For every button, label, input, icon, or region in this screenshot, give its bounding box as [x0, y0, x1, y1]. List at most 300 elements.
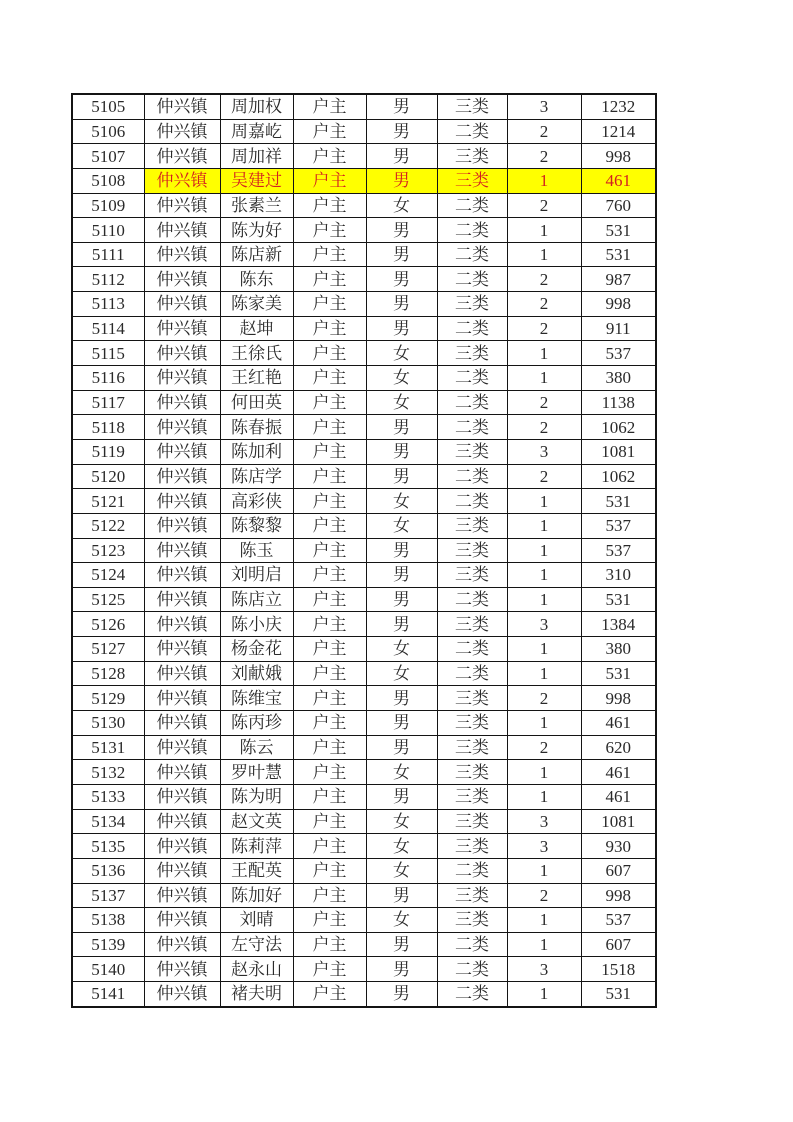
cell-gender: 女: [366, 193, 437, 218]
cell-serial-number: 5125: [72, 587, 144, 612]
cell-gender: 男: [366, 242, 437, 267]
cell-category: 二类: [437, 489, 507, 514]
cell-people-count: 1: [507, 242, 581, 267]
cell-serial-number: 5131: [72, 735, 144, 760]
cell-amount: 1214: [581, 119, 656, 144]
cell-category: 二类: [437, 858, 507, 883]
cell-people-count: 1: [507, 489, 581, 514]
cell-gender: 男: [366, 267, 437, 292]
cell-relation: 户主: [293, 242, 366, 267]
household-roster-table: [71, 93, 657, 1008]
cell-relation: 户主: [293, 661, 366, 686]
table-row: [72, 661, 656, 686]
cell-town: 仲兴镇: [144, 538, 220, 563]
cell-people-count: 2: [507, 292, 581, 317]
cell-serial-number: 5105: [72, 94, 144, 119]
cell-amount: 998: [581, 686, 656, 711]
cell-serial-number: 5116: [72, 366, 144, 391]
cell-relation: 户主: [293, 563, 366, 588]
cell-category: 二类: [437, 932, 507, 957]
table-row: [72, 366, 656, 391]
cell-gender: 男: [366, 439, 437, 464]
cell-person-name: 陈店新: [220, 242, 293, 267]
cell-category: 三类: [437, 883, 507, 908]
cell-relation: 户主: [293, 760, 366, 785]
cell-relation: 户主: [293, 858, 366, 883]
cell-town: 仲兴镇: [144, 932, 220, 957]
cell-relation: 户主: [293, 932, 366, 957]
cell-relation: 户主: [293, 94, 366, 119]
cell-amount: 537: [581, 908, 656, 933]
cell-serial-number: 5120: [72, 464, 144, 489]
cell-town: 仲兴镇: [144, 193, 220, 218]
cell-person-name: 周加权: [220, 94, 293, 119]
cell-relation: 户主: [293, 218, 366, 243]
cell-amount: 760: [581, 193, 656, 218]
cell-gender: 男: [366, 957, 437, 982]
cell-amount: 1081: [581, 439, 656, 464]
cell-category: 三类: [437, 513, 507, 538]
cell-serial-number: 5107: [72, 144, 144, 169]
table-row: [72, 218, 656, 243]
cell-relation: 户主: [293, 637, 366, 662]
cell-town: 仲兴镇: [144, 711, 220, 736]
cell-serial-number: 5140: [72, 957, 144, 982]
cell-town: 仲兴镇: [144, 439, 220, 464]
cell-gender: 女: [366, 834, 437, 859]
cell-amount: 380: [581, 366, 656, 391]
cell-serial-number: 5109: [72, 193, 144, 218]
table-row: [72, 439, 656, 464]
cell-people-count: 1: [507, 513, 581, 538]
cell-category: 二类: [437, 193, 507, 218]
cell-category: 二类: [437, 982, 507, 1007]
cell-amount: 537: [581, 513, 656, 538]
cell-category: 三类: [437, 168, 507, 193]
cell-amount: 1518: [581, 957, 656, 982]
cell-amount: 1384: [581, 612, 656, 637]
cell-person-name: 何田英: [220, 390, 293, 415]
cell-town: 仲兴镇: [144, 513, 220, 538]
cell-town: 仲兴镇: [144, 119, 220, 144]
cell-people-count: 1: [507, 908, 581, 933]
cell-town: 仲兴镇: [144, 809, 220, 834]
cell-gender: 男: [366, 982, 437, 1007]
cell-category: 二类: [437, 390, 507, 415]
cell-relation: 户主: [293, 908, 366, 933]
cell-gender: 男: [366, 587, 437, 612]
cell-relation: 户主: [293, 144, 366, 169]
cell-category: 二类: [437, 957, 507, 982]
cell-person-name: 陈为明: [220, 784, 293, 809]
cell-town: 仲兴镇: [144, 218, 220, 243]
cell-relation: 户主: [293, 415, 366, 440]
cell-category: 三类: [437, 538, 507, 563]
cell-relation: 户主: [293, 883, 366, 908]
cell-person-name: 刘明启: [220, 563, 293, 588]
cell-gender: 男: [366, 932, 437, 957]
cell-category: 三类: [437, 612, 507, 637]
cell-person-name: 陈店立: [220, 587, 293, 612]
cell-relation: 户主: [293, 119, 366, 144]
cell-amount: 1062: [581, 464, 656, 489]
cell-person-name: 陈春振: [220, 415, 293, 440]
cell-people-count: 3: [507, 834, 581, 859]
cell-person-name: 陈云: [220, 735, 293, 760]
cell-serial-number: 5135: [72, 834, 144, 859]
cell-people-count: 1: [507, 587, 581, 612]
cell-amount: 461: [581, 784, 656, 809]
cell-amount: 461: [581, 711, 656, 736]
cell-people-count: 1: [507, 858, 581, 883]
cell-serial-number: 5137: [72, 883, 144, 908]
cell-people-count: 2: [507, 193, 581, 218]
cell-people-count: 1: [507, 366, 581, 391]
cell-person-name: 陈黎黎: [220, 513, 293, 538]
cell-people-count: 3: [507, 94, 581, 119]
cell-category: 二类: [437, 587, 507, 612]
cell-category: 三类: [437, 834, 507, 859]
table-row: [72, 242, 656, 267]
table-row: [72, 563, 656, 588]
cell-town: 仲兴镇: [144, 144, 220, 169]
cell-category: 二类: [437, 242, 507, 267]
cell-relation: 户主: [293, 439, 366, 464]
cell-person-name: 左守法: [220, 932, 293, 957]
cell-serial-number: 5115: [72, 341, 144, 366]
cell-town: 仲兴镇: [144, 489, 220, 514]
cell-amount: 531: [581, 242, 656, 267]
cell-people-count: 2: [507, 119, 581, 144]
cell-town: 仲兴镇: [144, 168, 220, 193]
cell-people-count: 2: [507, 267, 581, 292]
cell-relation: 户主: [293, 686, 366, 711]
cell-amount: 930: [581, 834, 656, 859]
cell-serial-number: 5119: [72, 439, 144, 464]
cell-town: 仲兴镇: [144, 760, 220, 785]
cell-person-name: 罗叶慧: [220, 760, 293, 785]
table-row: [72, 932, 656, 957]
cell-people-count: 1: [507, 538, 581, 563]
cell-amount: 987: [581, 267, 656, 292]
cell-gender: 女: [366, 809, 437, 834]
cell-people-count: 2: [507, 464, 581, 489]
cell-town: 仲兴镇: [144, 957, 220, 982]
cell-category: 三类: [437, 439, 507, 464]
cell-category: 二类: [437, 366, 507, 391]
cell-gender: 男: [366, 415, 437, 440]
cell-person-name: 陈为好: [220, 218, 293, 243]
cell-serial-number: 5117: [72, 390, 144, 415]
cell-people-count: 3: [507, 439, 581, 464]
cell-gender: 女: [366, 908, 437, 933]
table-row: [72, 513, 656, 538]
cell-person-name: 赵文英: [220, 809, 293, 834]
cell-serial-number: 5128: [72, 661, 144, 686]
cell-gender: 男: [366, 94, 437, 119]
cell-relation: 户主: [293, 809, 366, 834]
cell-people-count: 1: [507, 637, 581, 662]
cell-relation: 户主: [293, 316, 366, 341]
table-row: [72, 686, 656, 711]
cell-person-name: 刘献娥: [220, 661, 293, 686]
cell-gender: 男: [366, 612, 437, 637]
table-row: [72, 834, 656, 859]
cell-amount: 531: [581, 661, 656, 686]
cell-people-count: 1: [507, 341, 581, 366]
cell-category: 三类: [437, 94, 507, 119]
cell-amount: 911: [581, 316, 656, 341]
cell-serial-number: 5129: [72, 686, 144, 711]
cell-people-count: 1: [507, 563, 581, 588]
cell-person-name: 刘晴: [220, 908, 293, 933]
cell-serial-number: 5126: [72, 612, 144, 637]
cell-people-count: 2: [507, 883, 581, 908]
table-row: [72, 489, 656, 514]
cell-category: 三类: [437, 563, 507, 588]
cell-serial-number: 5141: [72, 982, 144, 1007]
cell-amount: 607: [581, 932, 656, 957]
cell-relation: 户主: [293, 982, 366, 1007]
cell-town: 仲兴镇: [144, 292, 220, 317]
cell-people-count: 2: [507, 415, 581, 440]
cell-serial-number: 5134: [72, 809, 144, 834]
cell-gender: 男: [366, 168, 437, 193]
cell-serial-number: 5139: [72, 932, 144, 957]
cell-serial-number: 5111: [72, 242, 144, 267]
cell-amount: 531: [581, 587, 656, 612]
cell-amount: 537: [581, 538, 656, 563]
cell-town: 仲兴镇: [144, 366, 220, 391]
cell-town: 仲兴镇: [144, 661, 220, 686]
cell-relation: 户主: [293, 489, 366, 514]
cell-amount: 998: [581, 144, 656, 169]
cell-serial-number: 5130: [72, 711, 144, 736]
cell-category: 二类: [437, 637, 507, 662]
cell-person-name: 陈东: [220, 267, 293, 292]
cell-person-name: 陈店学: [220, 464, 293, 489]
cell-gender: 女: [366, 390, 437, 415]
cell-serial-number: 5112: [72, 267, 144, 292]
cell-people-count: 2: [507, 144, 581, 169]
table-row: [72, 637, 656, 662]
cell-gender: 女: [366, 366, 437, 391]
cell-town: 仲兴镇: [144, 267, 220, 292]
cell-category: 三类: [437, 686, 507, 711]
cell-person-name: 赵永山: [220, 957, 293, 982]
cell-town: 仲兴镇: [144, 982, 220, 1007]
cell-serial-number: 5132: [72, 760, 144, 785]
table-row: [72, 168, 656, 193]
cell-amount: 1081: [581, 809, 656, 834]
cell-person-name: 赵坤: [220, 316, 293, 341]
table-row: [72, 883, 656, 908]
cell-town: 仲兴镇: [144, 242, 220, 267]
cell-people-count: 3: [507, 612, 581, 637]
cell-amount: 998: [581, 292, 656, 317]
cell-relation: 户主: [293, 735, 366, 760]
cell-town: 仲兴镇: [144, 464, 220, 489]
cell-amount: 1062: [581, 415, 656, 440]
cell-relation: 户主: [293, 292, 366, 317]
cell-category: 三类: [437, 784, 507, 809]
cell-amount: 380: [581, 637, 656, 662]
cell-relation: 户主: [293, 834, 366, 859]
cell-amount: 310: [581, 563, 656, 588]
cell-gender: 男: [366, 563, 437, 588]
cell-relation: 户主: [293, 538, 366, 563]
cell-relation: 户主: [293, 464, 366, 489]
cell-person-name: 陈维宝: [220, 686, 293, 711]
table-row: [72, 760, 656, 785]
cell-category: 二类: [437, 316, 507, 341]
cell-gender: 女: [366, 661, 437, 686]
cell-people-count: 3: [507, 809, 581, 834]
table-row: [72, 94, 656, 119]
cell-person-name: 陈玉: [220, 538, 293, 563]
cell-serial-number: 5108: [72, 168, 144, 193]
cell-relation: 户主: [293, 390, 366, 415]
cell-person-name: 王徐氏: [220, 341, 293, 366]
cell-serial-number: 5114: [72, 316, 144, 341]
cell-amount: 531: [581, 982, 656, 1007]
cell-people-count: 2: [507, 316, 581, 341]
cell-people-count: 1: [507, 760, 581, 785]
cell-town: 仲兴镇: [144, 563, 220, 588]
cell-gender: 女: [366, 637, 437, 662]
cell-town: 仲兴镇: [144, 637, 220, 662]
cell-people-count: 1: [507, 661, 581, 686]
cell-gender: 男: [366, 538, 437, 563]
cell-town: 仲兴镇: [144, 587, 220, 612]
cell-town: 仲兴镇: [144, 908, 220, 933]
cell-serial-number: 5136: [72, 858, 144, 883]
cell-category: 三类: [437, 292, 507, 317]
cell-category: 三类: [437, 908, 507, 933]
table-row: [72, 735, 656, 760]
cell-category: 三类: [437, 341, 507, 366]
cell-serial-number: 5127: [72, 637, 144, 662]
cell-gender: 男: [366, 735, 437, 760]
cell-amount: 537: [581, 341, 656, 366]
cell-people-count: 1: [507, 218, 581, 243]
cell-people-count: 1: [507, 784, 581, 809]
cell-town: 仲兴镇: [144, 858, 220, 883]
cell-category: 二类: [437, 267, 507, 292]
table-row: [72, 292, 656, 317]
table-row: [72, 144, 656, 169]
cell-gender: 男: [366, 218, 437, 243]
cell-people-count: 1: [507, 982, 581, 1007]
table-row: [72, 341, 656, 366]
cell-person-name: 周嘉屹: [220, 119, 293, 144]
cell-gender: 女: [366, 858, 437, 883]
cell-gender: 女: [366, 489, 437, 514]
table-row: [72, 784, 656, 809]
cell-person-name: 陈丙珍: [220, 711, 293, 736]
table-row: [72, 464, 656, 489]
cell-category: 三类: [437, 809, 507, 834]
table-row: [72, 711, 656, 736]
cell-serial-number: 5118: [72, 415, 144, 440]
cell-person-name: 周加祥: [220, 144, 293, 169]
cell-person-name: 张素兰: [220, 193, 293, 218]
cell-person-name: 陈小庆: [220, 612, 293, 637]
cell-amount: 607: [581, 858, 656, 883]
cell-people-count: 1: [507, 168, 581, 193]
cell-gender: 男: [366, 292, 437, 317]
cell-amount: 998: [581, 883, 656, 908]
cell-amount: 531: [581, 218, 656, 243]
cell-gender: 男: [366, 144, 437, 169]
table-row: [72, 390, 656, 415]
cell-person-name: 陈加好: [220, 883, 293, 908]
cell-town: 仲兴镇: [144, 784, 220, 809]
cell-person-name: 褚夫明: [220, 982, 293, 1007]
table-body: [72, 94, 656, 1007]
cell-relation: 户主: [293, 587, 366, 612]
cell-relation: 户主: [293, 784, 366, 809]
cell-serial-number: 5122: [72, 513, 144, 538]
cell-person-name: 高彩侠: [220, 489, 293, 514]
cell-town: 仲兴镇: [144, 686, 220, 711]
cell-town: 仲兴镇: [144, 415, 220, 440]
cell-category: 三类: [437, 760, 507, 785]
cell-people-count: 2: [507, 735, 581, 760]
table-row: [72, 587, 656, 612]
cell-serial-number: 5133: [72, 784, 144, 809]
cell-gender: 男: [366, 711, 437, 736]
table-row: [72, 908, 656, 933]
cell-gender: 男: [366, 119, 437, 144]
cell-serial-number: 5121: [72, 489, 144, 514]
cell-category: 三类: [437, 735, 507, 760]
cell-town: 仲兴镇: [144, 883, 220, 908]
cell-gender: 女: [366, 341, 437, 366]
cell-town: 仲兴镇: [144, 735, 220, 760]
cell-person-name: 王红艳: [220, 366, 293, 391]
cell-gender: 男: [366, 784, 437, 809]
cell-amount: 461: [581, 760, 656, 785]
cell-town: 仲兴镇: [144, 94, 220, 119]
cell-serial-number: 5138: [72, 908, 144, 933]
table-row: [72, 612, 656, 637]
cell-relation: 户主: [293, 513, 366, 538]
cell-person-name: 陈家美: [220, 292, 293, 317]
table-row: [72, 267, 656, 292]
cell-town: 仲兴镇: [144, 612, 220, 637]
table-row: [72, 957, 656, 982]
cell-gender: 男: [366, 686, 437, 711]
cell-amount: 1138: [581, 390, 656, 415]
cell-category: 二类: [437, 119, 507, 144]
table-row: [72, 193, 656, 218]
table-row: [72, 809, 656, 834]
cell-gender: 女: [366, 760, 437, 785]
cell-relation: 户主: [293, 612, 366, 637]
cell-category: 二类: [437, 415, 507, 440]
cell-relation: 户主: [293, 366, 366, 391]
cell-category: 三类: [437, 144, 507, 169]
cell-town: 仲兴镇: [144, 390, 220, 415]
table-row: [72, 119, 656, 144]
cell-category: 三类: [437, 711, 507, 736]
table-row: [72, 316, 656, 341]
cell-relation: 户主: [293, 193, 366, 218]
cell-town: 仲兴镇: [144, 341, 220, 366]
cell-people-count: 1: [507, 711, 581, 736]
table-row: [72, 415, 656, 440]
